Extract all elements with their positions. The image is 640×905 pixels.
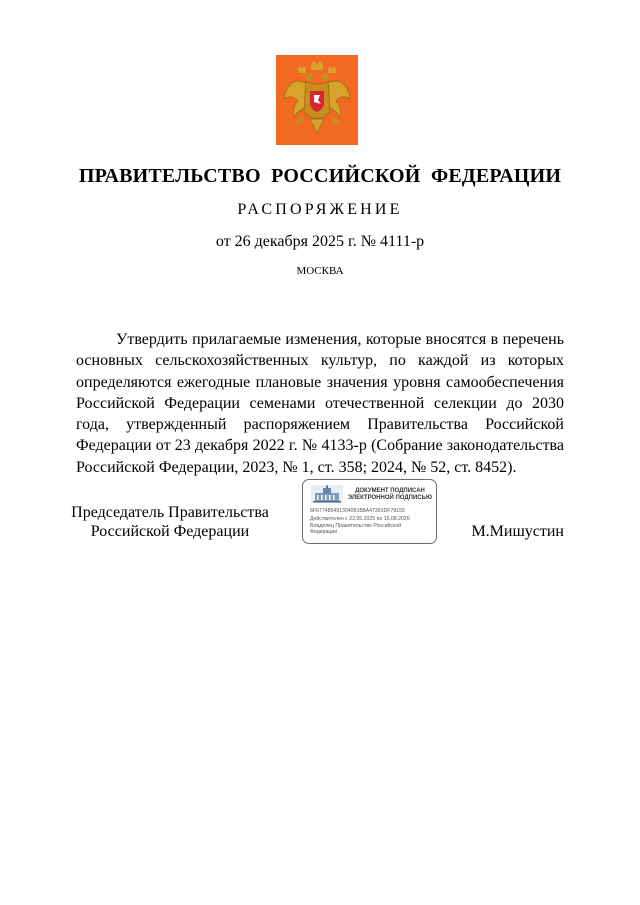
stamp-heading-line1: ДОКУМЕНТ ПОДПИСАН — [355, 488, 425, 494]
certificate-owner-line1: Владелец Правительство Российской — [310, 523, 402, 529]
order-paragraph: Утвердить прилагаемые изменения, которые вносятся в перечень основных сельскохозяйственных культур, по каждой из которых определяются ежегодные плановые значения уровня самообеспечения Российской Федерации семенами отечественной селекции до 2030 года, утвержденный распоряжением Правительства Российской Федерации от 23 декабря 2022 г. № 4133-р (Собрание законодательства Российской Федерации, 2023, № 1, ст. 358; 2024, № 52, ст. 8452). — [76, 331, 564, 476]
signer-name: М.Мишустин — [471, 523, 564, 540]
certificate-serial: 6F677485491304081B8A47391DF79155 — [310, 508, 405, 514]
stamp-heading — [345, 488, 435, 502]
government-building-icon — [311, 485, 343, 503]
signer-title — [70, 503, 270, 541]
signer-title-line1: Председатель Правительства — [71, 504, 269, 521]
electronic-signature-stamp — [302, 479, 437, 544]
russian-coat-of-arms-icon — [276, 55, 358, 145]
signer-title-line2: Российской Федерации — [90, 523, 250, 540]
certificate-owner-line2: Федерации — [310, 529, 338, 535]
stamp-heading-line2: ЭЛЕКТРОННОЙ ПОДПИСЬЮ — [347, 495, 433, 501]
document-city: МОСКВА — [296, 265, 344, 277]
certificate-validity: Действителен с 22.05.2025 по 15.08.2026 — [310, 516, 410, 522]
government-title: ПРАВИТЕЛЬСТВО РОССИЙСКОЙ ФЕДЕРАЦИИ — [78, 165, 562, 187]
document-type: РАСПОРЯЖЕНИЕ — [237, 201, 403, 218]
document-date-number: от 26 декабря 2025 г. № 4111-р — [215, 233, 425, 250]
